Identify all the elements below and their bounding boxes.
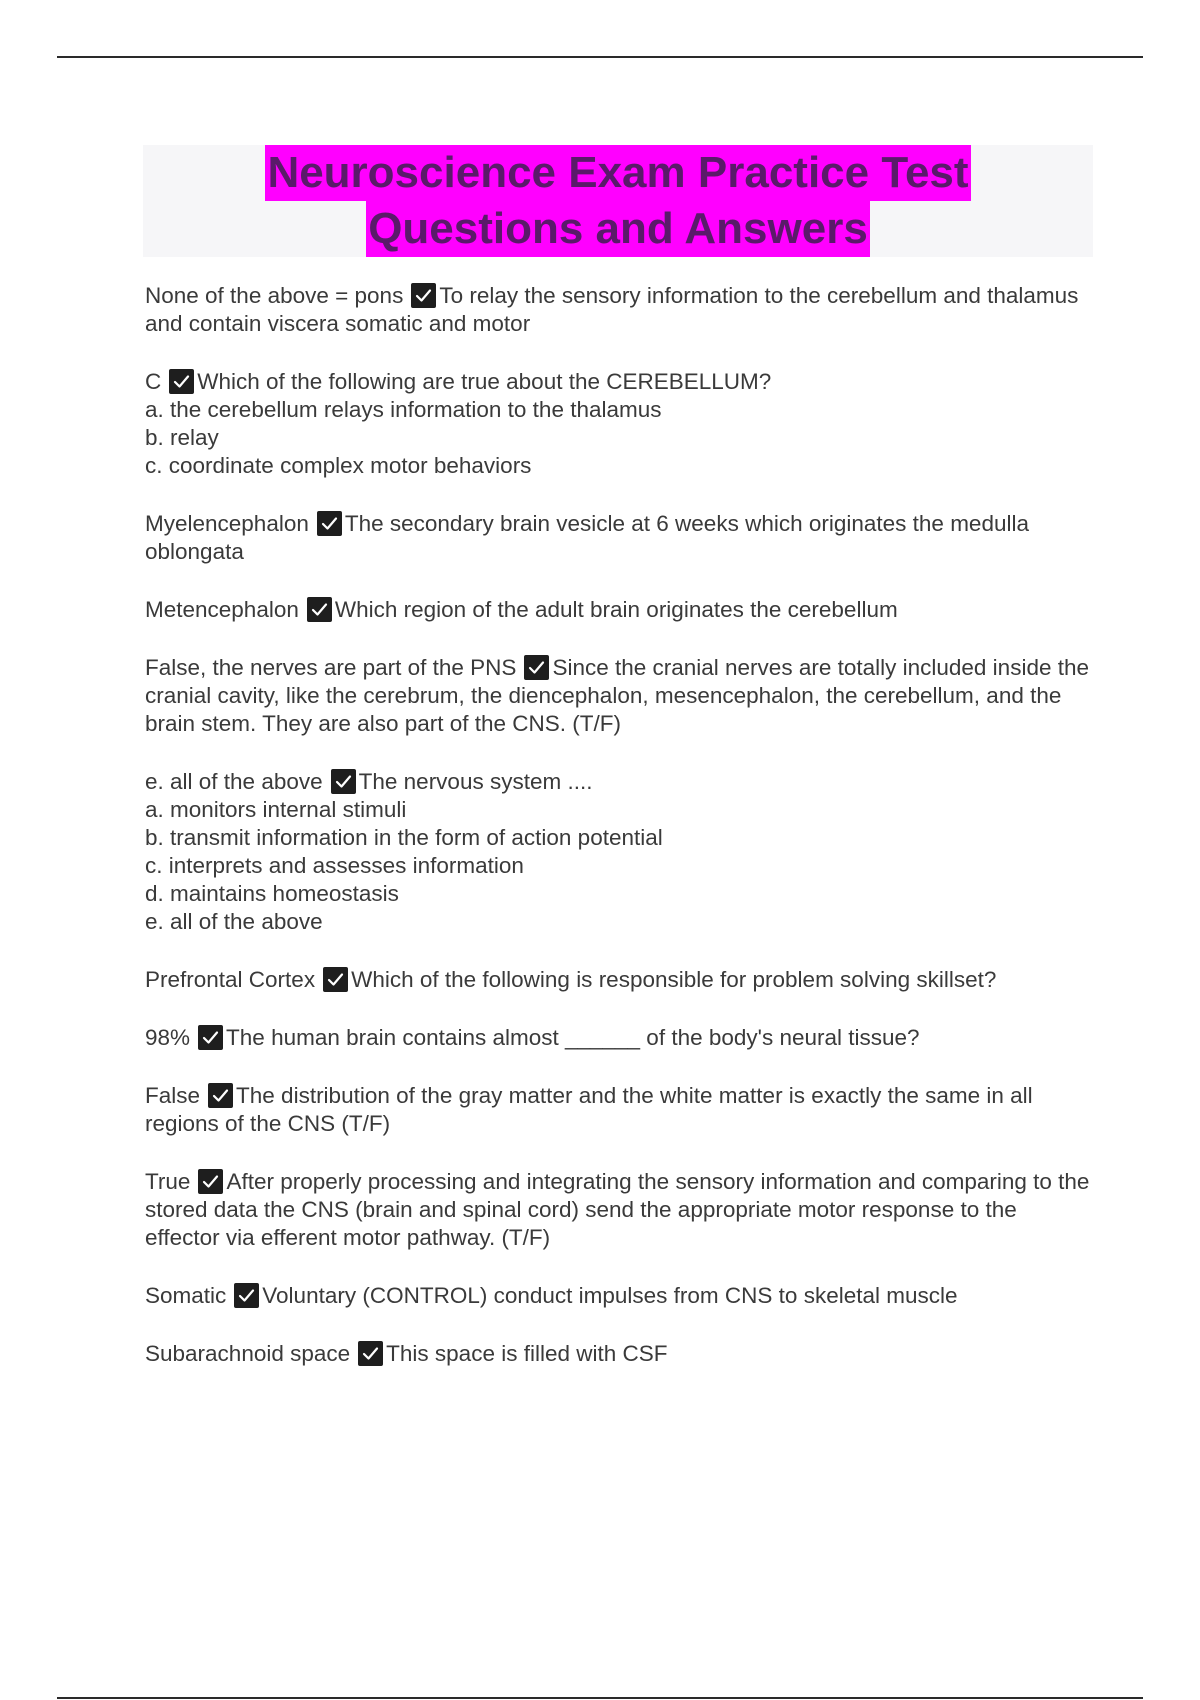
question-text: Which of the following is responsible for problem solving skillset?	[351, 967, 997, 992]
question-text: The human brain contains almost ______ of the body's neural tissue?	[226, 1025, 920, 1050]
checkmark-box-icon	[307, 597, 332, 622]
qa-list	[145, 282, 1095, 1398]
question-text: To relay the sensory information to the cerebellum and thalamus and contain viscera somatic and motor	[145, 283, 1079, 336]
qa-main-text	[145, 768, 1095, 796]
question-text: The distribution of the gray matter and the white matter is exactly the same in all regions of the CNS (T/F)	[145, 1083, 1033, 1136]
document-title-line-1: Neuroscience Exam Practice Test	[265, 145, 970, 201]
qa-main-text	[145, 1340, 1095, 1368]
answer-text: Subarachnoid space	[145, 1341, 351, 1366]
checkmark-box-icon	[358, 1341, 383, 1366]
qa-main-text	[145, 282, 1095, 338]
qa-main-text	[145, 1282, 1095, 1310]
option-list	[145, 396, 1095, 480]
checkmark-box-icon	[198, 1169, 223, 1194]
question-text: Which region of the adult brain originates the cerebellum	[334, 597, 898, 622]
option-item: c. coordinate complex motor behaviors	[145, 453, 532, 478]
option-list	[145, 796, 1095, 936]
question-text: Voluntary (CONTROL) conduct impulses from CNS to skeletal muscle	[262, 1283, 958, 1308]
qa-main-text	[145, 654, 1095, 738]
answer-text: False, the nerves are part of the PNS	[145, 655, 517, 680]
answer-text: None of the above = pons	[145, 283, 404, 308]
checkmark-box-icon	[208, 1083, 233, 1108]
qa-main-text	[145, 596, 1095, 624]
top-rule	[57, 56, 1143, 58]
checkmark-box-icon	[198, 1025, 223, 1050]
qa-item	[145, 1168, 1095, 1252]
checkmark-box-icon	[234, 1283, 259, 1308]
title-banner	[143, 145, 1093, 257]
question-text: The secondary brain vesicle at 6 weeks which originates the medulla oblongata	[145, 511, 1029, 564]
qa-main-text	[145, 1082, 1095, 1138]
answer-text: Somatic	[145, 1283, 227, 1308]
option-item: a. the cerebellum relays information to the thalamus	[145, 397, 662, 422]
qa-item	[145, 966, 1095, 994]
answer-text: False	[145, 1083, 201, 1108]
answer-text: Myelencephalon	[145, 511, 309, 536]
answer-text: 98%	[145, 1025, 191, 1050]
option-item: b. relay	[145, 425, 219, 450]
checkmark-box-icon	[169, 369, 194, 394]
qa-item	[145, 768, 1095, 936]
checkmark-box-icon	[323, 967, 348, 992]
bottom-rule	[57, 1697, 1143, 1699]
answer-text: C	[145, 369, 162, 394]
qa-main-text	[145, 966, 1095, 994]
qa-item	[145, 1282, 1095, 1310]
document-title-line-2: Questions and Answers	[366, 201, 870, 257]
question-text: Which of the following are true about the CEREBELLUM?	[197, 369, 772, 394]
answer-text: Metencephalon	[145, 597, 299, 622]
qa-item	[145, 654, 1095, 738]
question-text: The nervous system ....	[358, 769, 593, 794]
option-item: a. monitors internal stimuli	[145, 797, 407, 822]
checkmark-box-icon	[317, 511, 342, 536]
qa-item	[145, 596, 1095, 624]
checkmark-box-icon	[411, 283, 436, 308]
qa-item	[145, 510, 1095, 566]
option-item: b. transmit information in the form of action potential	[145, 825, 663, 850]
option-item: d. maintains homeostasis	[145, 881, 399, 906]
qa-main-text	[145, 510, 1095, 566]
qa-item	[145, 1340, 1095, 1368]
qa-main-text	[145, 1024, 1095, 1052]
option-item: e. all of the above	[145, 909, 323, 934]
question-text: Since the cranial nerves are totally included inside the cranial cavity, like the cerebrum, the diencephalon, mesencephalon, the cerebellum, and the brain stem. They are also part of the CNS. (T/F)	[145, 655, 1089, 736]
qa-item	[145, 368, 1095, 480]
qa-main-text	[145, 1168, 1095, 1252]
question-text: After properly processing and integrating the sensory information and comparing to the stored data the CNS (brain and spinal cord) send the appropriate motor response to the effector via efferent motor pathway. (T/F)	[145, 1169, 1090, 1250]
checkmark-box-icon	[524, 655, 549, 680]
answer-text: e. all of the above	[145, 769, 323, 794]
qa-item	[145, 1024, 1095, 1052]
answer-text: True	[145, 1169, 191, 1194]
qa-item	[145, 1082, 1095, 1138]
qa-item	[145, 282, 1095, 338]
qa-main-text	[145, 368, 1095, 396]
answer-text: Prefrontal Cortex	[145, 967, 316, 992]
checkmark-box-icon	[331, 769, 356, 794]
option-item: c. interprets and assesses information	[145, 853, 524, 878]
question-text: This space is filled with CSF	[386, 1341, 668, 1366]
